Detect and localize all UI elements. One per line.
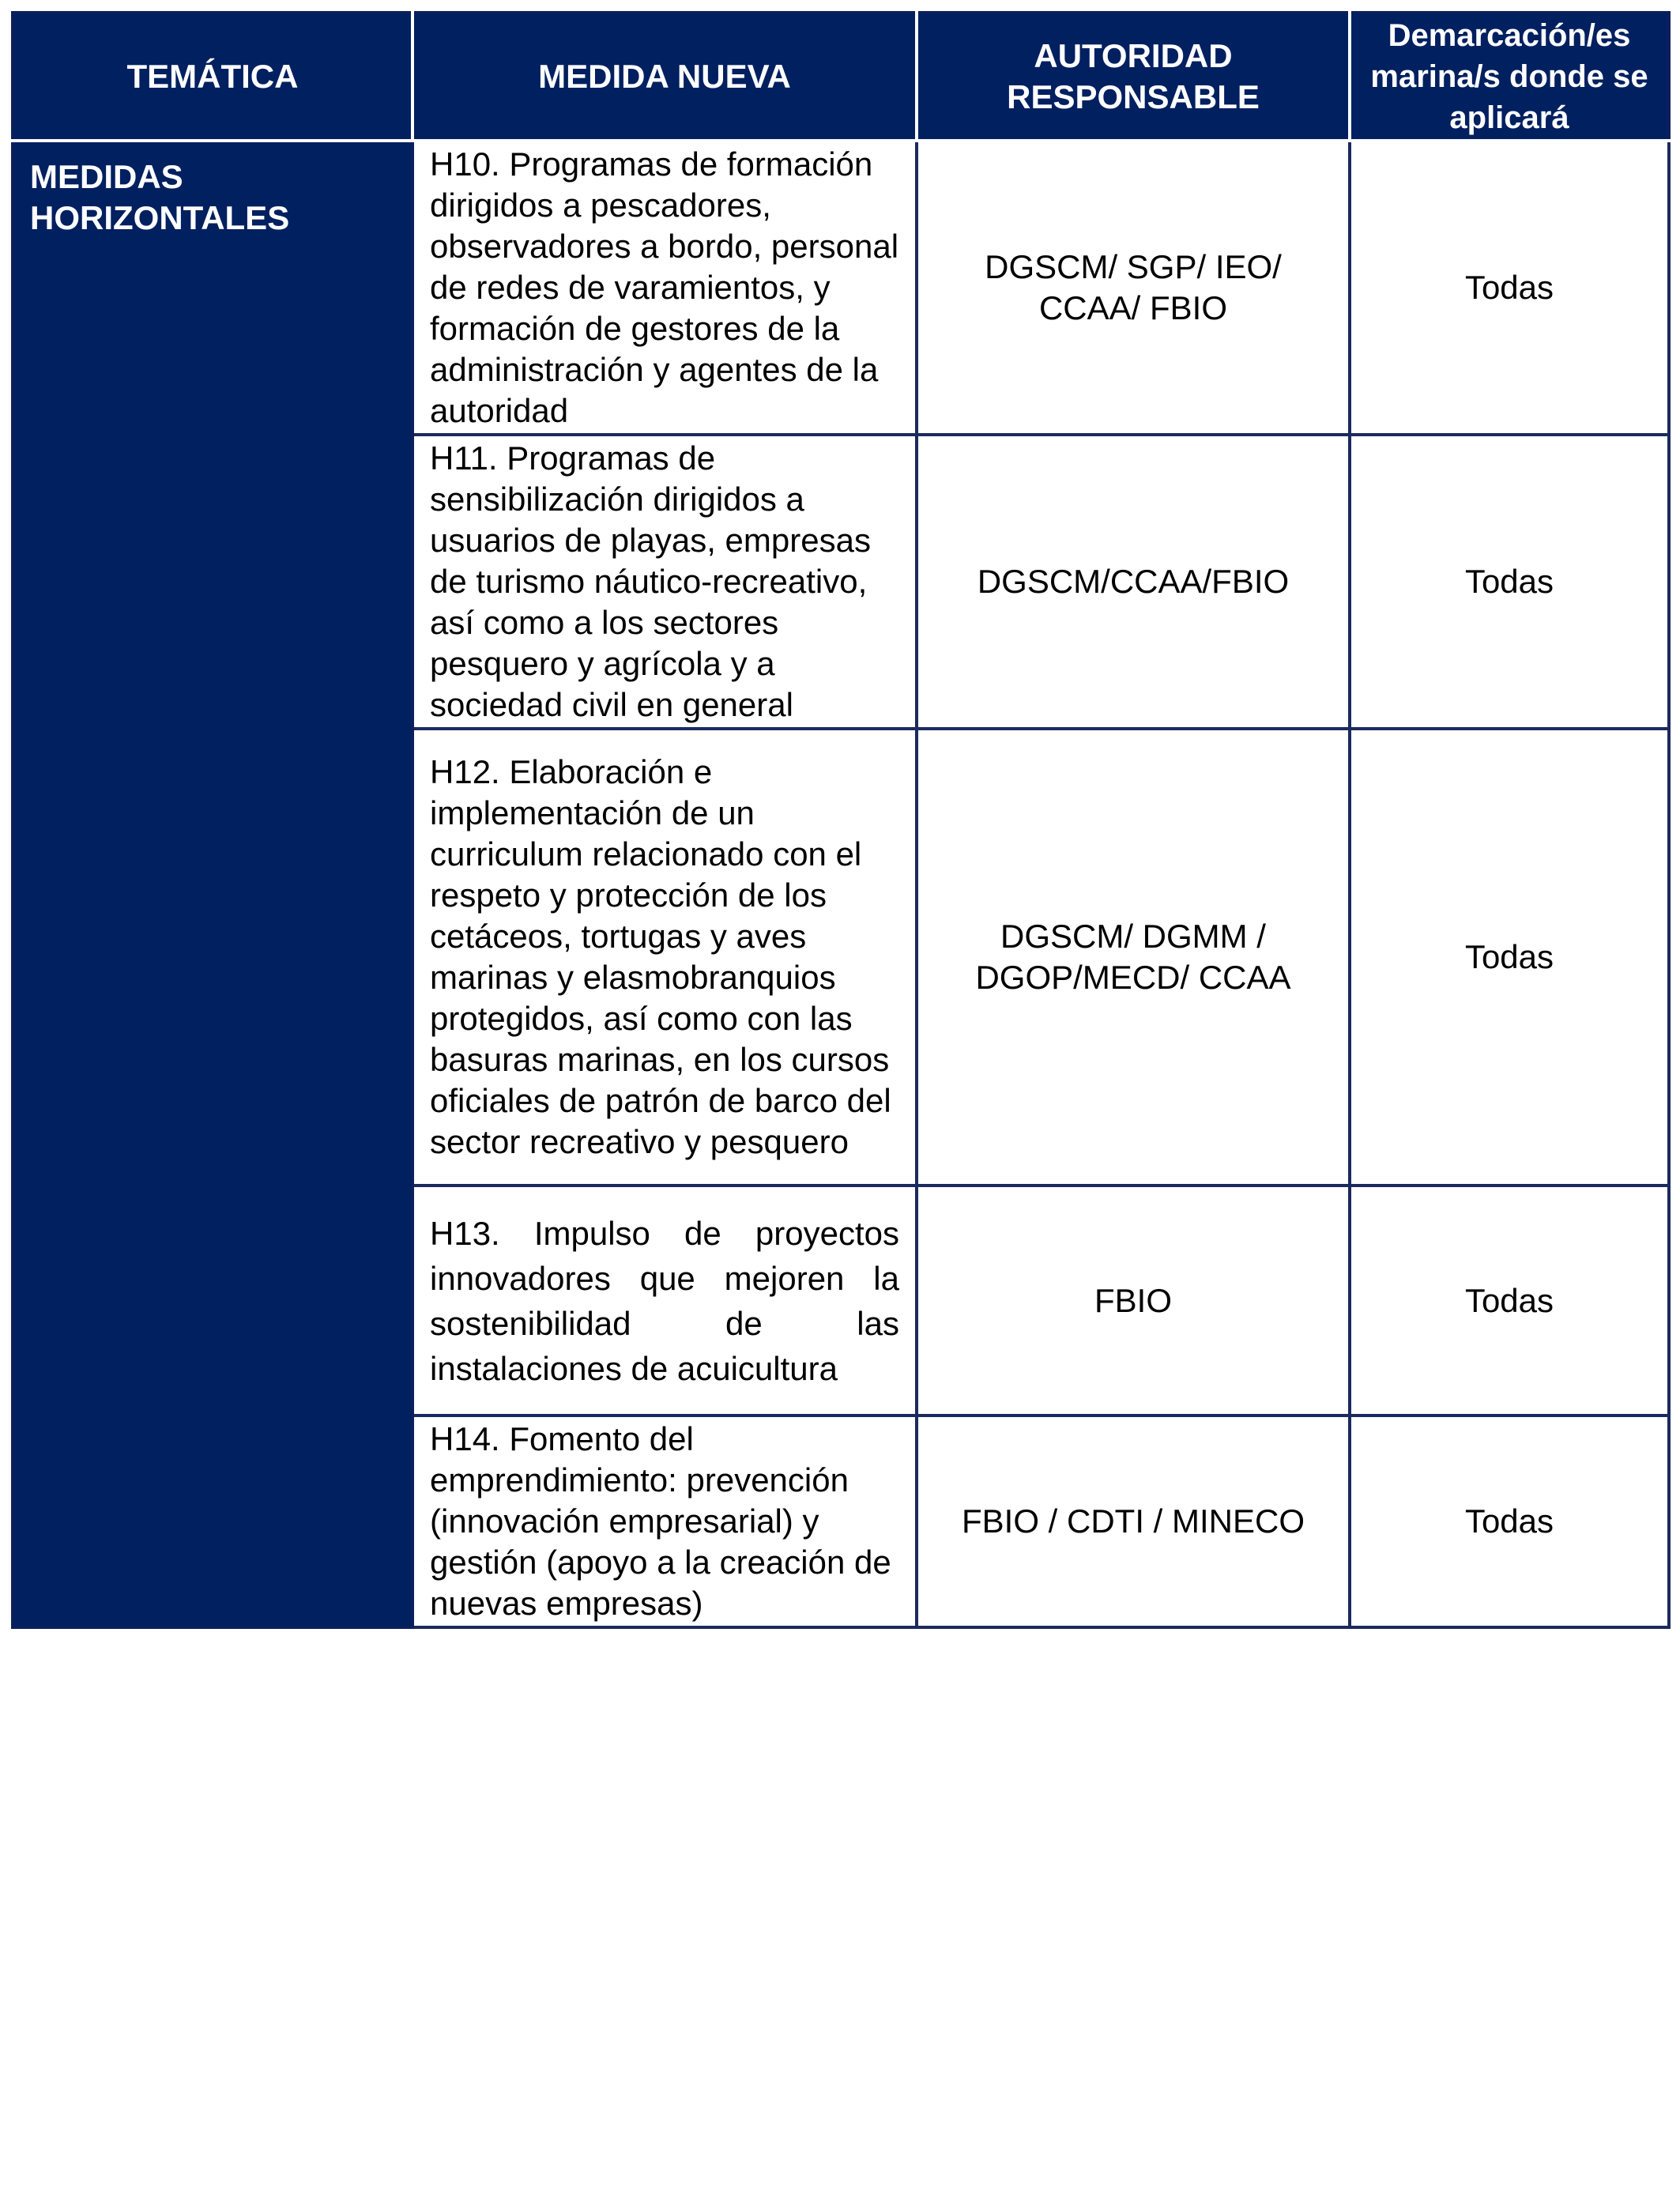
header-tematica: TEMÁTICA <box>13 13 412 141</box>
autoridad-cell: FBIO <box>917 1186 1350 1416</box>
autoridad-cell: DGSCM/ SGP/ IEO/ CCAA/ FBIO <box>917 141 1350 435</box>
measures-table-container <box>11 11 1667 1629</box>
autoridad-cell: FBIO / CDTI / MINECO <box>917 1416 1350 1627</box>
medida-cell: H13. Impulso de proyectos innovadores que mejoren la sostenibilidad de las instalaciones de acuicultura <box>412 1186 917 1416</box>
autoridad-cell: DGSCM/CCAA/FBIO <box>917 435 1350 729</box>
tematica-cell: MEDIDAS HORIZONTALES <box>13 141 412 1627</box>
header-medida: MEDIDA NUEVA <box>412 13 917 141</box>
medida-cell: H10. Programas de formación dirigidos a pescadores, observadores a bordo, personal de redes de varamientos, y formación de gestores de la administración y agentes de la autoridad <box>412 141 917 435</box>
table-header <box>13 13 1669 141</box>
measures-table <box>11 11 1671 1629</box>
demarcacion-cell: Todas <box>1350 141 1669 435</box>
medida-cell: H11. Programas de sensibilización dirigidos a usuarios de playas, empresas de turismo náutico-recreativo, así como a los sectores pesquero y agrícola y a sociedad civil en general <box>412 435 917 729</box>
demarcacion-cell: Todas <box>1350 435 1669 729</box>
autoridad-cell: DGSCM/ DGMM / DGOP/MECD/ CCAA <box>917 729 1350 1186</box>
table-body <box>13 141 1669 1627</box>
demarcacion-cell: Todas <box>1350 1186 1669 1416</box>
demarcacion-cell: Todas <box>1350 729 1669 1186</box>
demarcacion-cell: Todas <box>1350 1416 1669 1627</box>
header-row <box>13 13 1669 141</box>
table-row <box>13 141 1669 435</box>
medida-cell: H14. Fomento del emprendimiento: prevención (innovación empresarial) y gestión (apoyo a la creación de nuevas empresas) <box>412 1416 917 1627</box>
header-autoridad: AUTORIDAD RESPONSABLE <box>917 13 1350 141</box>
medida-cell: H12. Elaboración e implementación de un curriculum relacionado con el respeto y protección de los cetáceos, tortugas y aves marinas y elasmobranquios protegidos, así como con las basuras marinas, en los cursos oficiales de patrón de barco del sector recreativo y pesquero <box>412 729 917 1186</box>
header-demarcacion: Demarcación/es marina/s donde se aplicará <box>1350 13 1669 141</box>
